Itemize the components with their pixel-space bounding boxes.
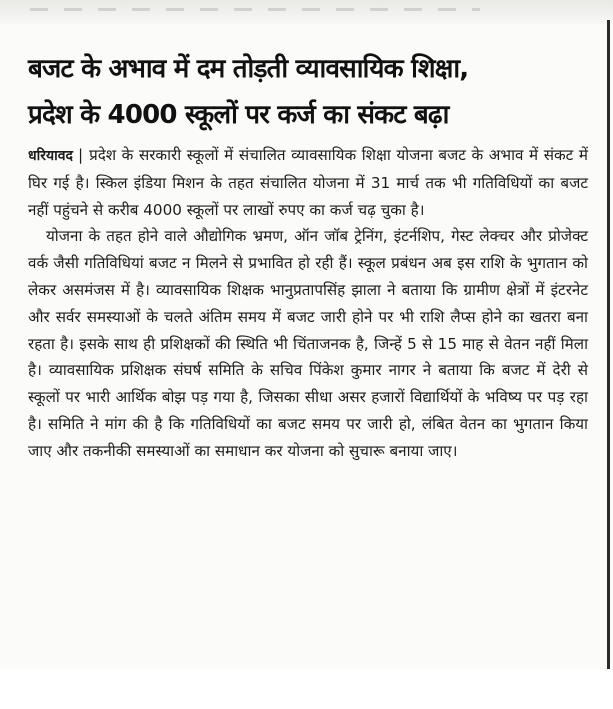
paragraph-1-text: प्रदेश के सरकारी स्कूलों में संचालित व्यावसायिक शिक्षा योजना बजट के अभाव में संकट में घिर गई है। स्किल इंडिया मिशन के तहत संचालित योजना में 31 मार्च तक भी गतिविधियों का बजट नहीं पहुंचने से करीब 4000 स्कूलों पर लाखों रुपए का कर्ज चढ़ चुका है।	[28, 146, 588, 219]
headline	[28, 46, 588, 138]
dateline: धरियावद	[28, 148, 73, 164]
headline-line-1: बजट के अभाव में दम तोड़ती व्यावसायिक शिक्षा,	[28, 54, 469, 84]
article-body	[28, 142, 588, 465]
cropped-text-fragment	[30, 8, 480, 11]
article-paragraph-1	[28, 142, 588, 223]
headline-line-2: प्रदेश के 4000 स्कूलों पर कर्ज का संकट बढ़ा	[28, 100, 449, 130]
column-rule	[607, 20, 610, 670]
dateline-separator: |	[77, 146, 84, 164]
previous-article-edge	[0, 0, 613, 24]
blank-margin	[0, 669, 613, 709]
article-paragraph-2: योजना के तहत होने वाले औद्योगिक भ्रमण, ऑन जॉब ट्रेनिंग, इंटर्नशिप, गेस्ट लेक्चर और प्रोजेक्ट वर्क जैसी गतिविधियां बजट न मिलने से प्रभावित हो रही हैं। स्कूल प्रबंधन अब इस राशि के भुगतान को लेकर असमंजस में है। व्यावसायिक शिक्षक भानुप्रतापसिंह झाला ने बताया कि ग्रामीण क्षेत्रों में इंटरनेट और सर्वर समस्याओं के चलते अंतिम समय में बजट जारी होने पर भी राशि लैप्स होने का खतरा बना रहता है। इसके साथ ही प्रशिक्षकों की स्थिति भी चिंताजनक है, जिन्हें 5 से 15 माह से वेतन नहीं मिला है। व्यावसायिक प्रशिक्षक संघर्ष समिति के सचिव पिंकेश कुमार नागर ने बताया कि बजट में देरी से स्कूलों पर भारी आर्थिक बोझ पड़ गया है, जिसका सीधा असर हजारों विद्यार्थियों के भविष्य पर पड़ रहा है। समिति ने मांग की है कि गतिविधियों का बजट समय पर जारी हो, लंबित वेतन का भुगतान किया जाए और तकनीकी समस्याओं का समाधान कर योजना को सुचारू बनाया जाए।	[28, 227, 588, 460]
